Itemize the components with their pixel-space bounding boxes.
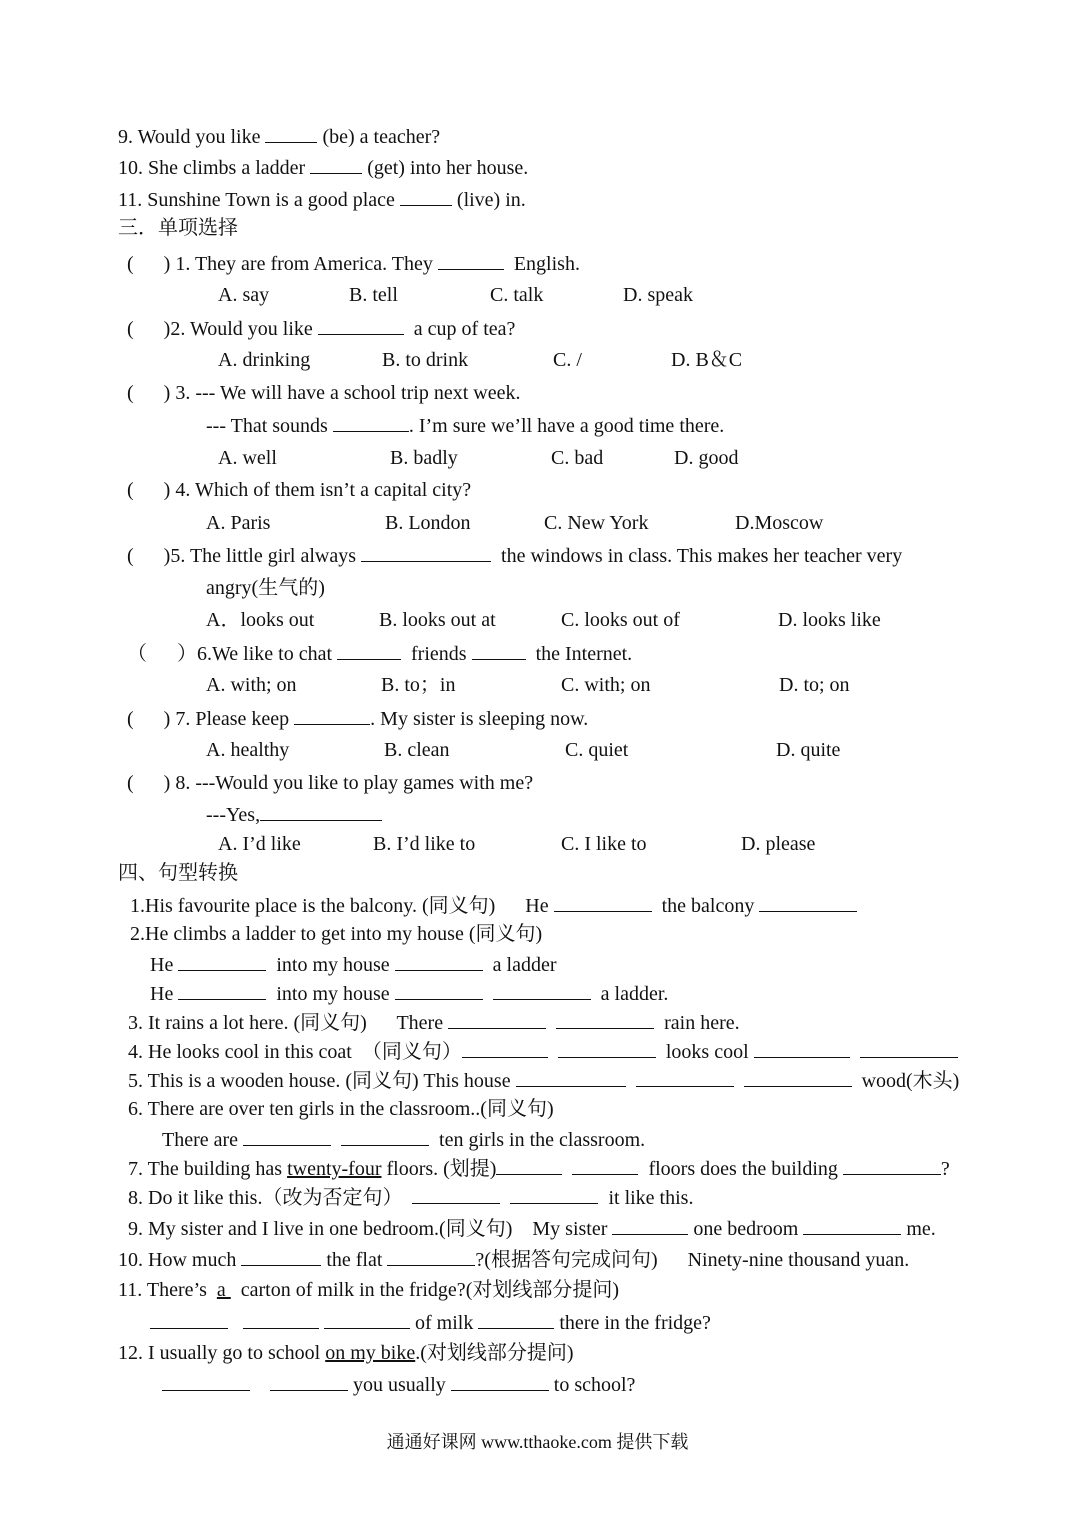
mc-q1-option-b: B. tell — [349, 284, 398, 306]
mc-q2-option-d: D. B＆C — [671, 349, 743, 371]
mc-q4-option-b: B. London — [385, 512, 471, 534]
transform-q11: 11. There’s a carton of milk in the fridge?(对划线部分提问) — [118, 1279, 620, 1301]
transform-q4: 4. He looks cool in this coat （同义句） looks cool — [128, 1039, 958, 1064]
mc-q8-line2: ---Yes, — [206, 802, 382, 827]
transform-q1: 1.His favourite place is the balcony. (同义句) He the balcony — [130, 893, 857, 918]
mc-q6-option-b: B. to；in — [381, 674, 456, 696]
mc-q2-option-a: A. drinking — [218, 349, 311, 371]
mc-q5-option-a: A．looks out — [206, 609, 315, 631]
fill-in-q11: 11. Sunshine Town is a good place (live) in. — [118, 189, 526, 211]
mc-q5: ( )5. The little girl always the windows in class. This makes her teacher very — [127, 545, 903, 567]
mc-q1-option-a: A. say — [218, 284, 270, 306]
transform-q5: 5. This is a wooden house. (同义句) This house wood(木头) — [128, 1070, 960, 1092]
page-footer: 通通好课网 www.tthaoke.com 提供下载 — [386, 1432, 689, 1452]
transform-q9: 9. My sister and I live in one bedroom.(同义句) My sister one bedroom me. — [128, 1218, 936, 1240]
mc-q6-option-d: D. to; on — [779, 674, 850, 696]
mc-q3-option-a: A. well — [218, 447, 277, 469]
transform-q3: 3. It rains a lot here. (同义句) There rain here. — [128, 1012, 740, 1034]
mc-q2: ( )2. Would you like a cup of tea? — [127, 318, 516, 340]
transform-q11-line1: of milk there in the fridge? — [150, 1310, 711, 1335]
transform-q6: 6. There are over ten girls in the classroom..(同义句) — [128, 1098, 554, 1120]
mc-q8-option-a: A. I’d like — [218, 833, 301, 855]
mc-q3-option-d: D. good — [674, 447, 739, 469]
mc-q3: ( ) 3. --- We will have a school trip next week. — [127, 382, 521, 404]
mc-q7-option-b: B. clean — [384, 739, 450, 761]
transform-q8: 8. Do it like this.（改为否定句） it like this. — [128, 1187, 694, 1209]
mc-q5-option-b: B. looks out at — [379, 609, 496, 631]
fill-in-q10: 10. She climbs a ladder (get) into her house. — [118, 157, 529, 179]
mc-q4-option-c: C. New York — [544, 512, 649, 534]
transform-q6-line1: There are ten girls in the classroom. — [162, 1129, 646, 1151]
mc-q4: ( ) 4. Which of them isn’t a capital city? — [127, 479, 472, 501]
mc-q8: ( ) 8. ---Would you like to play games with me? — [127, 772, 534, 794]
mc-q8-option-d: D. please — [741, 833, 816, 855]
transform-q2: 2.He climbs a ladder to get into my house (同义句) — [130, 923, 543, 945]
mc-q3-line2: --- That sounds . I’m sure we’ll have a good time there. — [206, 415, 725, 437]
mc-q6: （ ）6.We like to chat friends the Internet. — [127, 643, 633, 665]
mc-q8-option-c: C. I like to — [561, 833, 647, 855]
transform-q12-line1: you usually to school? — [162, 1372, 635, 1397]
mc-q1: ( ) 1. They are from America. They English. — [127, 253, 580, 275]
mc-q5-line2: angry(生气的) — [206, 577, 325, 599]
transform-q12: 12. I usually go to school on my bike.(对划线部分提问) — [118, 1342, 574, 1364]
mc-q6-option-c: C. with; on — [561, 674, 651, 696]
mc-q8-option-b: B. I’d like to — [373, 833, 476, 855]
mc-q1-option-d: D. speak — [623, 284, 693, 306]
transform-q10: 10. How much the flat ?(根据答句完成问句) Ninety-nine thousand yuan. — [118, 1249, 910, 1271]
section-4-title: 四、句型转换 — [118, 862, 238, 884]
mc-q2-option-c: C. / — [553, 349, 582, 371]
mc-q3-option-c: C. bad — [551, 447, 604, 469]
mc-q7: ( ) 7. Please keep . My sister is sleeping now. — [127, 708, 589, 730]
fill-in-q9: 9. Would you like (be) a teacher? — [118, 126, 441, 148]
mc-q5-option-d: D. looks like — [778, 609, 881, 631]
mc-q2-option-b: B. to drink — [382, 349, 469, 371]
mc-q1-option-c: C. talk — [490, 284, 544, 306]
mc-q4-option-d: D.Moscow — [735, 512, 824, 534]
mc-q6-option-a: A. with; on — [206, 674, 297, 696]
mc-q4-option-a: A. Paris — [206, 512, 271, 534]
transform-q7: 7. The building has twenty-four floors. (划提) floors does the building ? — [128, 1158, 950, 1180]
mc-q3-option-b: B. badly — [390, 447, 458, 469]
mc-q7-option-d: D. quite — [776, 739, 841, 761]
transform-q2-line1: He into my house a ladder — [150, 954, 557, 976]
mc-q7-option-a: A. healthy — [206, 739, 290, 761]
transform-q2-line2: He into my house a ladder. — [150, 983, 669, 1005]
mc-q7-option-c: C. quiet — [565, 739, 629, 761]
section-3-title: 三．单项选择 — [118, 217, 238, 239]
mc-q5-option-c: C. looks out of — [561, 609, 680, 631]
